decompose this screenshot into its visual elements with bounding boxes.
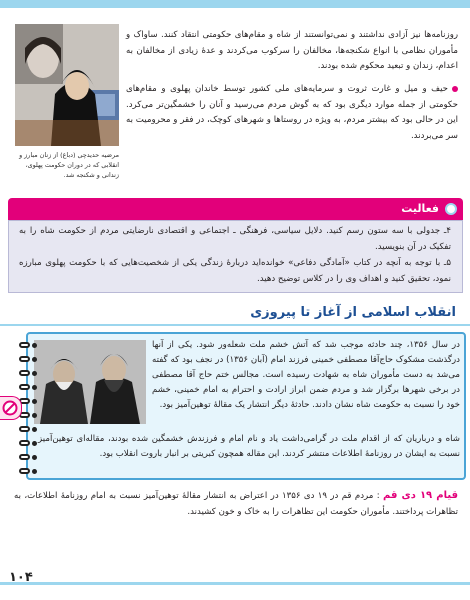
binder-ring	[19, 356, 30, 362]
portrait-photo	[15, 24, 119, 146]
no-entry-icon	[2, 400, 18, 416]
page-number: ۱۰۴	[9, 570, 33, 585]
top-decorative-strip	[0, 0, 470, 8]
bullet-dot	[452, 86, 458, 92]
section-title: انقلاب اسلامی از آغاز تا پیروزی	[250, 305, 456, 320]
section-title-rule	[0, 324, 470, 326]
notebook-box	[26, 332, 466, 480]
binder-hole	[32, 399, 37, 404]
binder-hole	[32, 427, 37, 432]
activity-body	[8, 220, 463, 293]
activity-header	[8, 198, 463, 220]
activity-item-5: ۵ـ با توجه به آنچه در کتاب «آمادگی دفاعی» خوانده‌اید دربارهٔ زندگی یکی از شخصیت‌هایی که با حکومت پهلوی مبارزه نمود، تحقیق کنید و اهداف وی را در کلاس توضیح دهید.	[19, 258, 451, 284]
activity-item-4: ۴ـ جدولی با سه ستون رسم کنید. دلایل سیاسی، فرهنگی ـ اجتماعی و اقتصادی نارضایتی مردم از حکومت شاه را به تفکیک در آن بنویسید.	[19, 226, 451, 252]
intro-paragraph-1: روزنامه‌ها نیز آزادی نداشتند و نمی‌توانستند از شاه و مقام‌های حکومتی انتقاد کنند. ساواک و مأموران نظامی با انواع شکنجه‌ها، مخالفان را سرکوب می‌کردند و عدهٔ زیادی از مخالفان به اعدام، زندان و تبعید محکوم شده بودند.	[126, 30, 458, 71]
activity-title: فعالیت	[401, 202, 439, 215]
bottom-rule	[0, 582, 470, 585]
binder-ring	[19, 454, 30, 460]
binder-hole	[32, 385, 37, 390]
intro-paragraph-2-text: حیف و میل و غارت ثروت و سرمایه‌های ملی کشور توسط خاندان پهلوی و مقام‌های حکومتی از جمله موارد دیگری بود که به گوش مردم می‌رسید و آنان را خشمگین‌تر می‌کرد. این در حالی بود که بیشتر مردم، به ویژه در روستاها و شهرهای کوچک، در فقر و محرومیت به سر می‌بردند.	[126, 84, 458, 141]
notebook-paragraph-1: در سال ۱۳۵۶، چند حادثه موجب شد که آتش خشم ملت شعله‌ور شود. یکی از آنها درگذشت مشکوک حاج‌آقا مصطفی خمینی فرزند امام (آبان ۱۳۵۶) در نجف بود که گفته می‌شد به دست مأموران شاه به شهادت رسیده است. مجالس ختم حاج آقا مصطفی در برخی شهرها برگزار شد و مردم ضمن ابراز ارادت و احترام به امام خمینی، خشم خود را نسبت به حکومت شاه نشان دادند. حادثهٔ دیگر انتشار یک مقالهٔ توهین‌آمیز بود.	[152, 340, 460, 410]
binder-hole	[32, 413, 37, 418]
notebook-paragraph-2: شاه و درباریان که از اقدام ملت در گرامی‌داشت یاد و نام امام و فرزندش خشمگین شده بودند، مقاله‌ای توهین‌آمیز نسبت به ایشان در روزنامهٔ اطلاعات منتشر کردند. این مقاله همچون کبریتی بر انبار باروت انقلاب بود.	[38, 434, 460, 459]
binder-ring	[19, 440, 30, 446]
clerics-photo	[34, 340, 146, 424]
intro-paragraph-2	[126, 82, 458, 144]
binder-hole	[32, 469, 37, 474]
binder-ring	[19, 384, 30, 390]
binder-ring	[19, 342, 30, 348]
activity-marker-icon	[445, 203, 457, 215]
binder-hole	[32, 455, 37, 460]
binder-ring	[19, 468, 30, 474]
activity-box	[8, 198, 463, 293]
footer-text: : مردم قم در ۱۹ دی ۱۳۵۶ در اعتراض به انتشار مقالهٔ توهین‌آمیز نسبت به امام روزنامهٔ اطلاعات، به تظاهرات پرداختند. مأموران حکومت این تظاهرات را به خاک و خون کشیدند.	[14, 491, 458, 517]
binder-hole	[32, 441, 37, 446]
portrait-photo-illustration	[15, 24, 119, 146]
binder-hole	[32, 343, 37, 348]
binder-hole	[32, 371, 37, 376]
clerics-photo-illustration	[34, 340, 146, 424]
binder-ring	[19, 370, 30, 376]
photo-caption: مرضیه حدیدچی (دباغ) از زنان مبارز و انقلابی که در دوران حکومت پهلوی، زندانی و شکنجه شد.	[19, 151, 119, 179]
binder-ring	[19, 426, 30, 432]
footer-paragraph	[14, 488, 458, 520]
footer-heading: قیام ۱۹ دی قم	[383, 490, 458, 501]
binder-hole	[32, 357, 37, 362]
side-note-tab	[0, 396, 22, 420]
